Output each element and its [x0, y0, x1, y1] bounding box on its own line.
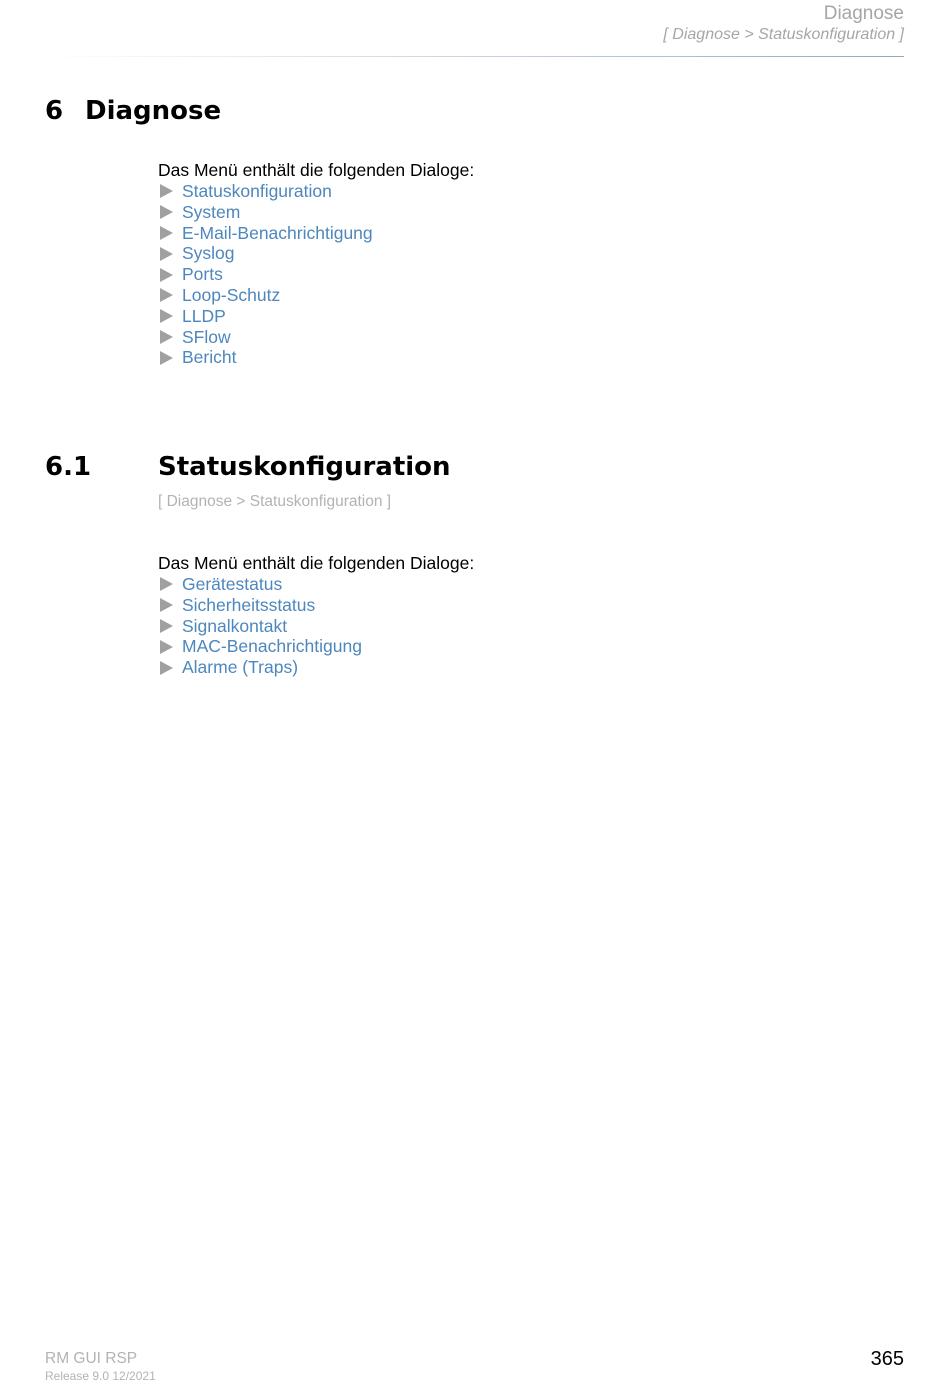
section-breadcrumb: [ Diagnose > Statuskonfiguration ]: [158, 493, 392, 510]
link-mac-benachrichtigung[interactable]: MAC-Benachrichtigung: [182, 636, 362, 657]
list-item: [158, 223, 373, 244]
section-title: Statuskonfiguration: [158, 452, 451, 482]
list-item: [158, 327, 373, 348]
section-number: 6.1: [45, 452, 92, 482]
link-alarme-traps[interactable]: Alarme (Traps): [182, 657, 299, 678]
list-item: [158, 202, 373, 223]
link-system[interactable]: System: [182, 201, 241, 222]
list-item: [158, 636, 362, 657]
list-item: [158, 574, 362, 595]
page-number: 365: [870, 1348, 904, 1370]
chapter-number: 6: [45, 96, 64, 126]
footer-product: RM GUI RSP: [45, 1350, 138, 1367]
link-geraetestatus[interactable]: Gerätestatus: [182, 574, 283, 594]
triangle-bullet-icon: [160, 205, 173, 219]
triangle-bullet-icon: [160, 577, 173, 591]
list-item: [158, 285, 373, 306]
triangle-bullet-icon: [160, 288, 173, 302]
link-lldp[interactable]: LLDP: [182, 305, 226, 326]
link-bericht[interactable]: Bericht: [182, 347, 237, 368]
chapter-title: Diagnose: [85, 96, 222, 126]
triangle-bullet-icon: [160, 226, 173, 240]
list-item: [158, 616, 362, 637]
section-dialog-list: [158, 574, 362, 678]
link-email-benachrichtigung[interactable]: E-Mail-Benachrichtigung: [182, 222, 373, 243]
triangle-bullet-icon: [160, 619, 173, 633]
link-loop-schutz[interactable]: Loop-Schutz: [182, 284, 281, 305]
link-ports[interactable]: Ports: [182, 264, 223, 285]
list-item: [158, 657, 362, 678]
link-syslog[interactable]: Syslog: [182, 243, 235, 264]
header-title: Diagnose: [823, 3, 904, 24]
section-intro: Das Menü enthält die folgenden Dialoge:: [158, 553, 475, 573]
header-breadcrumb: [ Diagnose > Statuskonfiguration ]: [663, 26, 904, 43]
list-item: [158, 347, 373, 368]
triangle-bullet-icon: [160, 351, 173, 365]
footer-release: Release 9.0 12/2021: [45, 1369, 156, 1383]
link-sflow[interactable]: SFlow: [182, 326, 231, 347]
triangle-bullet-icon: [160, 247, 173, 261]
list-item: [158, 264, 373, 285]
link-signalkontakt[interactable]: Signalkontakt: [182, 615, 288, 636]
triangle-bullet-icon: [160, 661, 173, 675]
triangle-bullet-icon: [160, 598, 173, 612]
triangle-bullet-icon: [160, 640, 173, 654]
triangle-bullet-icon: [160, 330, 173, 344]
triangle-bullet-icon: [160, 268, 173, 282]
triangle-bullet-icon: [160, 309, 173, 323]
list-item: [158, 306, 373, 327]
triangle-bullet-icon: [160, 184, 173, 198]
chapter-dialog-list: [158, 181, 373, 368]
list-item: [158, 181, 373, 202]
list-item: [158, 595, 362, 616]
chapter-intro: Das Menü enthält die folgenden Dialoge:: [158, 160, 475, 180]
link-statuskonfiguration[interactable]: Statuskonfiguration: [182, 181, 332, 201]
header-divider: [46, 56, 904, 57]
link-sicherheitsstatus[interactable]: Sicherheitsstatus: [182, 594, 316, 615]
list-item: [158, 243, 373, 264]
